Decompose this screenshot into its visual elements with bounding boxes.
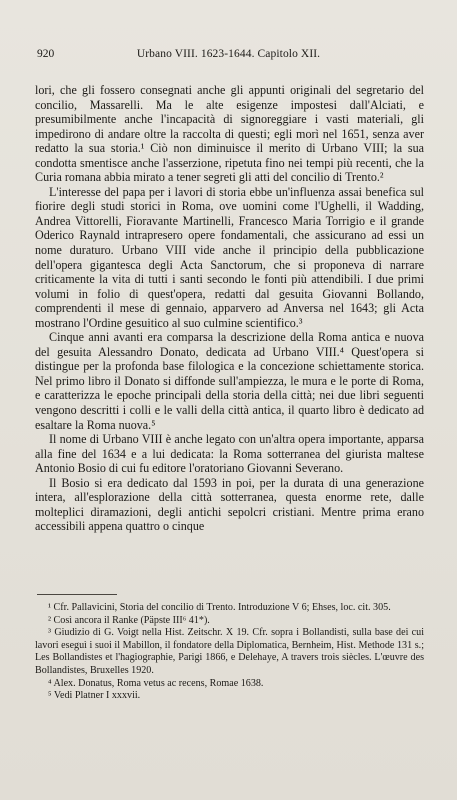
paragraph: Il nome di Urbano VIII è anche legato con un'altra opera importante, apparsa alla fine del 1634 e a lui dedicata: la Roma sotterranea del giurista maltese Antonio Bosio di cui fu editore l'oratoriano Giovanni Severano.	[35, 432, 424, 476]
footnote: ⁵ Vedi Platner I xxxvii.	[48, 690, 141, 702]
footnote: ³ Giudizio di G. Voigt nella Hist. Zeitschr. X 19. Cfr. sopra i Bollandisti, sulla base dei cui lavori eseguì i suoi il Mabillon, il fondatore della Diplomatica, Bernheim, Hist. Methode 131 s.; Les Bollandistes et l'hagiographie, Parigi 1866, e Delehaye, A travers trois siècles. L'œuvre des Bollandistes, Bruxelles 1920.	[35, 627, 424, 676]
main-text	[35, 83, 424, 534]
footnote: ² Così ancora il Ranke (Päpste III⁶ 41*).	[48, 614, 210, 626]
footnote: ⁴ Alex. Donatus, Roma vetus ac recens, Romae 1638.	[48, 677, 264, 689]
footnote-separator	[37, 594, 117, 595]
page-header	[0, 48, 457, 64]
footnote: ¹ Cfr. Pallavicini, Storia del concilio di Trento. Introduzione V 6; Ehses, loc. cit. 305.	[48, 602, 391, 613]
paragraph: Il Bosio si era dedicato dal 1593 in poi, per la durata di una generazione intera, all'esplorazione della città sotterranea, questa enorme rete, dalle molteplici diramazioni, degli antichi sepolcri cristiani. Mentre prima erano accessibili appena quattro o cinque	[35, 475, 424, 534]
page-number: 920	[37, 48, 55, 60]
paragraph: L'interesse del papa per i lavori di storia ebbe un'influenza assai benefica sul fiorire degli studi storici in Roma, ove uomini come l'Ughelli, il Wadding, Andrea Vittorelli, Fioravante Martinelli, Francesco Maria Torrigio e il grande Oderico Raynald intrapresero opere fondamentali, che assicurano ad essi un nome duraturo. Urbano VIII vide anche il principio della pubblicazione dell'opera gigantesca degli Acta Sanctorum, che si proponeva di narrare criticamente la vita di tutti i santi secondo le fonti più attendibili. I due primi volumi in folio di quest'opera, redatti dal gesuita Giovanni Bollando, comprendenti il mese di gennaio, apparvero ad Anversa nel 1643; gli Acta mostrano l'Ordine gesuitico al suo culmine scientifico.³	[35, 184, 424, 330]
running-title: Urbano VIII. 1623-1644. Capitolo XII.	[136, 48, 321, 60]
paragraph: lori, che gli fossero consegnati anche gli appunti originali del segretario del concilio, Massarelli. Ma le alte esigenze impostesi dall'Alciati, e presumibilmente anche l'incapacità di signoreggiare i vasti materiali, gli impedirono di andare oltre la raccolta di questi; egli morì nel 1651, senza aver redatto la sua storia.¹ Ciò non diminuisce il merito di Urbano VIII; la sua condotta smentisce anche l'asserzione, ripetuta fino nei tempi più recenti, che la Curia romana abbia mirato a tener segreti gli atti del concilio di Trento.²	[35, 83, 424, 185]
footnotes	[35, 602, 424, 703]
paragraph: Cinque anni avanti era comparsa la descrizione della Roma antica e nuova del gesuita Alessandro Donato, dedicata ad Urbano VIII.⁴ Quest'opera si distingue per la profonda base filologica e la concezione schiettamente storica. Nel primo libro il Donato si diffonde sull'ampiezza, le mura e le porte di Roma, e caratterizza le epoche principali della storia della città; nei due libri seguenti vengono descritti i colli e le valli della città antica, il quarto libro è dedicato ad esaltare la Roma nuova.⁵	[35, 330, 424, 432]
